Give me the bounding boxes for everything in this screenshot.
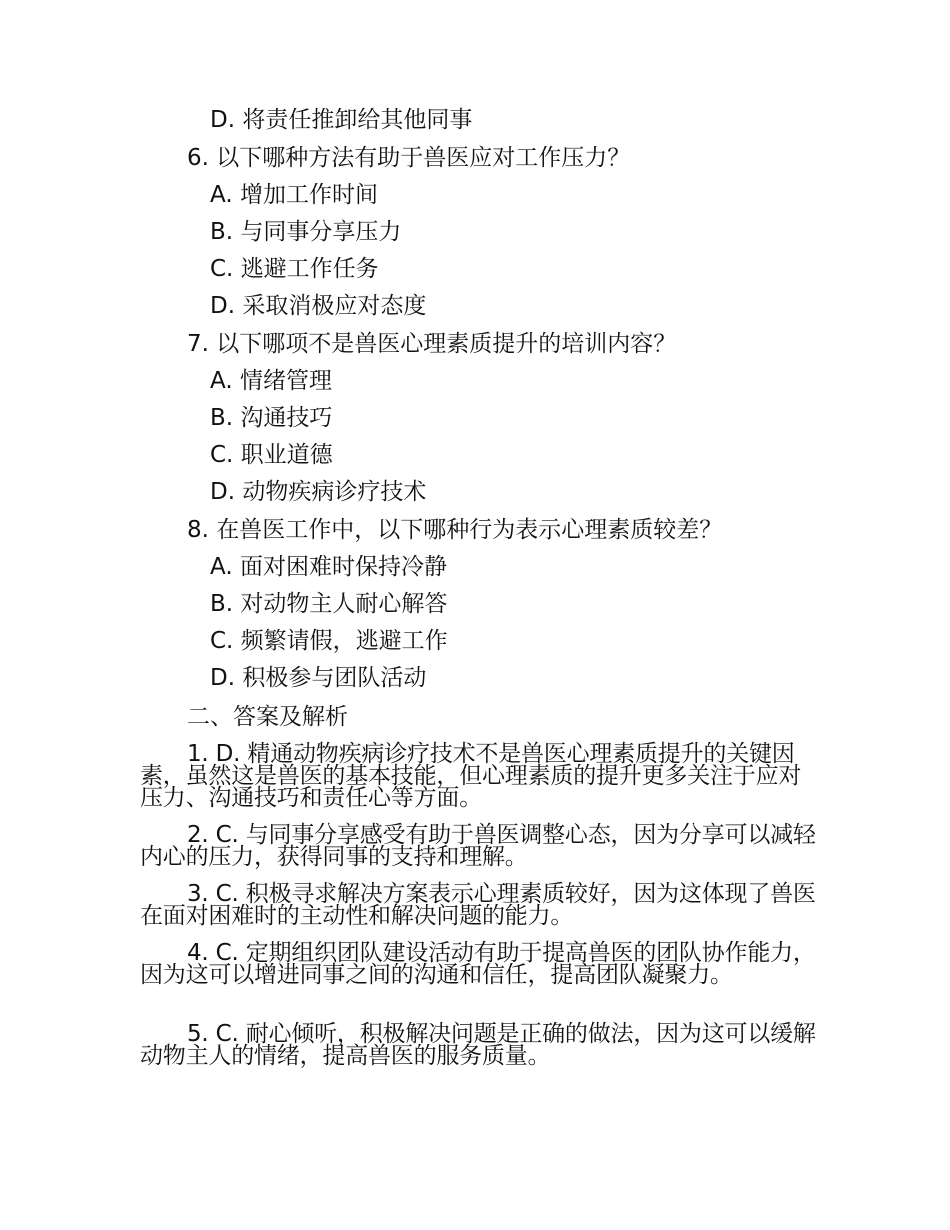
q8-option-c: C. 频繁请假，逃避工作 <box>210 628 448 654</box>
q6-option-b: B. 与同事分享压力 <box>210 219 402 245</box>
answers-heading: 二、答案及解析 <box>187 704 348 730</box>
q7-option-c: C. 职业道德 <box>210 442 333 468</box>
q7-question: 7. 以下哪项不是兽医心理素质提升的培训内容？ <box>187 331 677 357</box>
q8-option-b: B. 对动物主人耐心解答 <box>210 591 448 617</box>
answer-3: 3. C. 积极寻求解决方案表示心理素质较好，因为这体现了兽医在面对困难时的主动性和解决问题的能力。 <box>140 881 816 929</box>
q6-question: 6. 以下哪种方法有助于兽医应对工作压力？ <box>187 145 631 171</box>
q8-option-a: A. 面对困难时保持冷静 <box>210 554 447 580</box>
q6-option-a: A. 增加工作时间 <box>210 182 378 208</box>
answer-5: 5. C. 耐心倾听，积极解决问题是正确的做法，因为这可以缓解动物主人的情绪，提高兽医的服务质量。 <box>140 1021 816 1069</box>
answer-1: 1. D. 精通动物疾病诊疗技术不是兽医心理素质提升的关键因素，虽然这是兽医的基本技能，但心理素质的提升更多关注于应对压力、沟通技巧和责任心等方面。 <box>140 741 802 811</box>
q6-option-d: D. 采取消极应对态度 <box>210 293 427 319</box>
q7-option-d: D. 动物疾病诊疗技术 <box>210 479 427 505</box>
q7-option-b: B. 沟通技巧 <box>210 405 333 431</box>
answer-4: 4. C. 定期组织团队建设活动有助于提高兽医的团队协作能力，因为这可以增进同事之间的沟通和信任，提高团队凝聚力。 <box>140 940 816 988</box>
q7-option-a: A. 情绪管理 <box>210 368 332 394</box>
q8-question: 8. 在兽医工作中，以下哪种行为表示心理素质较差？ <box>187 517 723 543</box>
answer-2: 2. C. 与同事分享感受有助于兽医调整心态，因为分享可以减轻内心的压力，获得同事的支持和理解。 <box>140 822 816 870</box>
q5-option-d: D. 将责任推卸给其他同事 <box>210 107 473 133</box>
q8-option-d: D. 积极参与团队活动 <box>210 665 427 691</box>
q6-option-c: C. 逃避工作任务 <box>210 256 379 282</box>
